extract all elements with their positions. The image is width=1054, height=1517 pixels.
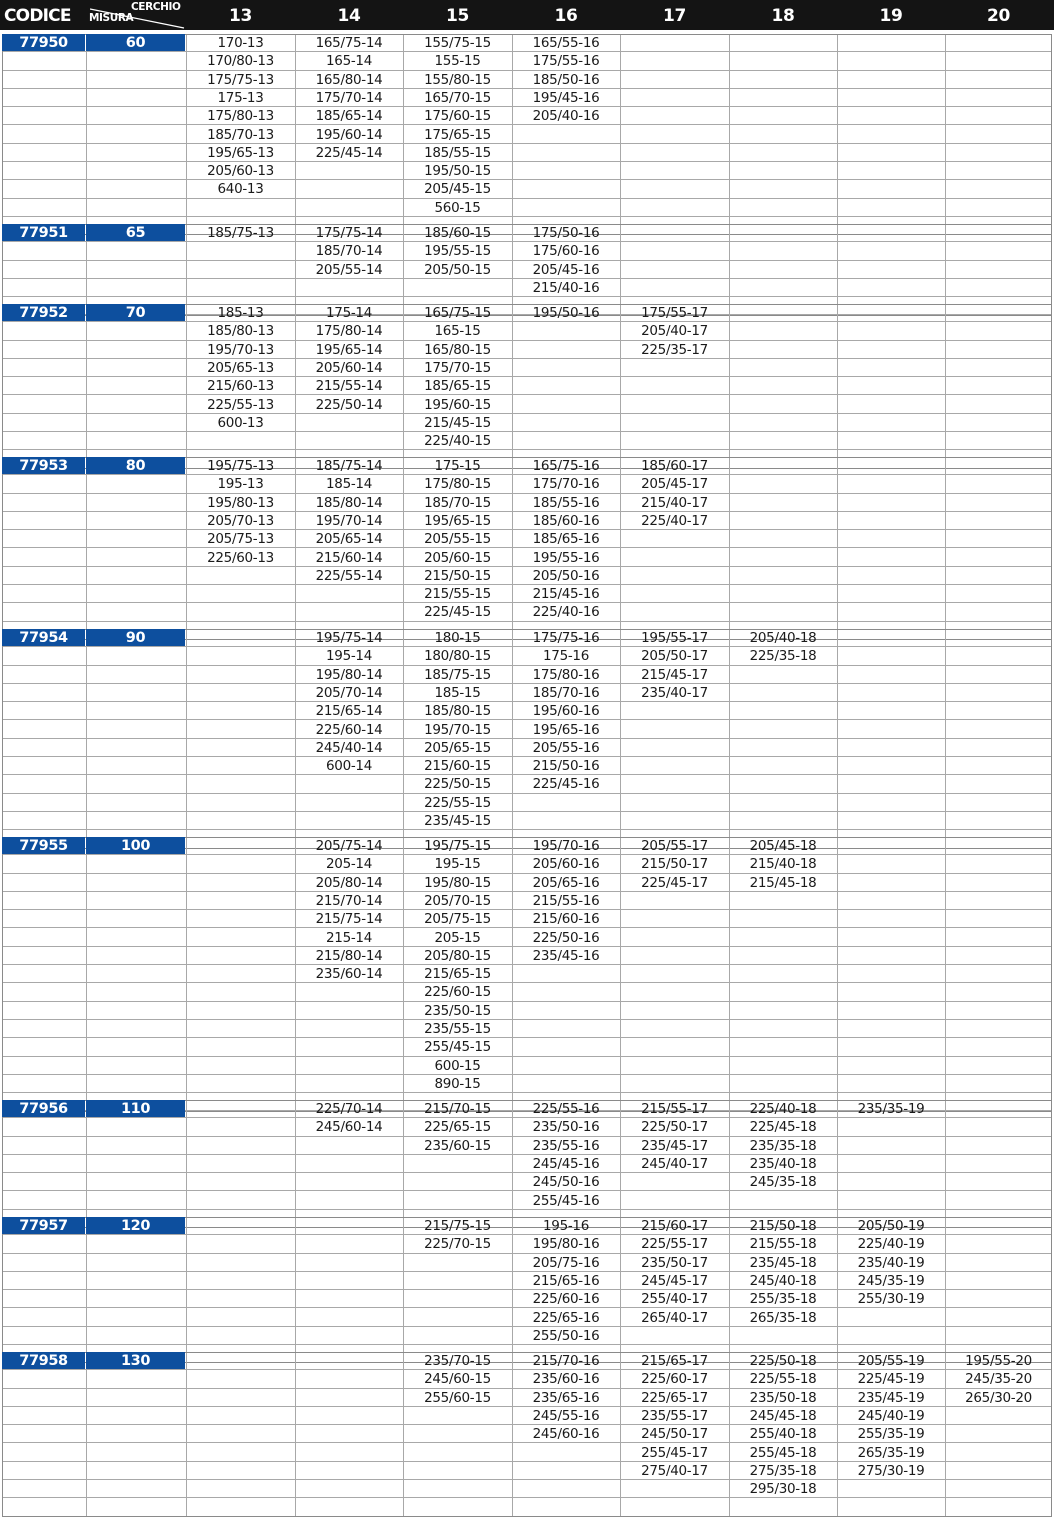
tire-size-cell: 245/50-17 [641,1426,708,1443]
group-77956 [2,1100,1052,1228]
tire-size-cell: 205/40-17 [641,323,708,340]
tire-size-cell: 215/50-15 [424,567,491,584]
product-code: 77954 [2,629,85,646]
tire-size-cell: 215/55-14 [315,378,383,395]
tire-size-cell: 225/70-15 [424,1236,491,1253]
tire-size-cell: 175/80-14 [315,323,383,340]
tire-size-cell: 185/60-17 [641,458,708,474]
tire-size-cell: 235/55-16 [532,1137,600,1154]
tire-size-cell: 235/50-18 [749,1389,817,1406]
tire-size-cell: 185/80-13 [207,323,274,340]
tire-size-cell: 205/60-16 [532,856,600,873]
tire-size-cell: 165/80-15 [424,341,491,358]
tire-size-cell: 180/80-15 [424,648,491,665]
tire-size-cell: 215/60-15 [424,758,491,775]
tire-size-cell: 165/75-14 [315,35,383,51]
tire-size-cell: 215/40-18 [749,856,817,873]
tire-size-cell: 195/55-17 [641,630,708,646]
tire-size-cell: 205/70-14 [315,684,383,701]
header-rim-17: 17 [662,6,687,26]
tire-size-cell: 185/75-15 [424,666,491,683]
tire-size-cell: 215/45-15 [424,414,491,431]
header-rim-18: 18 [771,6,795,26]
tire-size-cell: 275/30-19 [857,1462,925,1479]
tire-size-cell: 235/60-16 [532,1371,600,1388]
tire-size-cell: 195/80-16 [532,1236,600,1253]
tire-size-cell: 185-15 [434,684,481,701]
tire-size-cell: 275/40-17 [641,1462,708,1479]
tire-size-cell: 225/55-17 [641,1236,708,1253]
tire-size-cell: 245/60-15 [424,1371,491,1388]
tire-size-cell: 235/70-15 [424,1353,491,1369]
tire-size-cell: 225/60-16 [532,1291,600,1308]
tire-size-cell: 185/75-13 [207,225,274,241]
tire-size-cell: 175/75-14 [315,225,383,241]
group-77950 [2,34,1052,235]
tire-size-cell: 205/75-16 [532,1254,600,1271]
tire-size-cell: 205/60-13 [207,163,274,180]
header-rim-16: 16 [554,6,578,26]
tire-size-cell: 225/55-13 [207,396,274,413]
tire-size-cell: 205/45-18 [749,838,817,854]
tire-size-cell: 235/65-16 [532,1389,600,1406]
tire-size-cell: 235/60-14 [315,966,383,983]
tire-size-cell: 205/45-15 [424,181,491,198]
tire-size-cell: 255/45-16 [532,1192,600,1209]
tire-size-cell: 195/80-14 [315,666,383,683]
tire-size-cell: 165/70-15 [424,89,491,106]
group-77952 [2,304,1052,469]
tire-size-cell: 295/30-18 [749,1481,817,1498]
product-code: 77952 [2,304,85,321]
tire-size-cell: 265/35-18 [749,1309,817,1326]
tire-size-cell: 245/40-14 [315,739,383,756]
tire-size-cell: 245/40-18 [749,1272,817,1289]
tire-size-cell: 255/50-16 [532,1327,600,1344]
tire-size-cell: 225/55-15 [424,794,491,811]
tire-size-cell: 235/40-18 [749,1155,817,1172]
tire-size-cell: 235/45-17 [641,1137,708,1154]
tire-size-cell: 195-16 [542,1218,590,1234]
header-rim-20: 20 [986,6,1011,26]
tire-size-cell: 215/65-14 [315,703,383,720]
tire-size-cell: 255/60-15 [424,1389,491,1406]
tire-size-cell: 245/35-18 [749,1174,817,1191]
tire-size-cell: 185/80-14 [315,494,383,511]
tire-size-cell: 600-13 [217,414,264,431]
tire-size-cell: 275/35-18 [749,1462,817,1479]
tire-size-cell: 185/70-15 [424,494,491,511]
tire-size-cell: 185/75-14 [315,458,383,474]
tire-size-cell: 175/70-15 [424,359,491,376]
tire-size-cell: 205-15 [434,929,481,946]
tire-size-cell: 245/60-16 [532,1426,600,1443]
tire-size-cell: 195/65-15 [424,512,491,529]
tire-size-cell: 235/50-16 [532,1119,600,1136]
tire-size-cell: 205/50-15 [424,261,491,278]
tire-size-cell: 205/75-15 [424,911,491,928]
tire-size-cell: 225/60-13 [207,549,274,566]
tire-size-cell: 175/65-15 [424,126,491,143]
tire-size-cell: 225/50-16 [532,929,600,946]
tire-size-cell: 225/35-18 [749,648,817,665]
tire-size-cell: 195/55-16 [532,549,600,566]
tire-size-cell: 235/50-17 [641,1254,708,1271]
tire-size-cell: 255/35-19 [857,1426,925,1443]
tire-size-cell: 205/55-15 [424,531,491,548]
tire-size-cell: 225/40-16 [532,604,600,621]
header-cerchio: CERCHIO [131,1,181,13]
product-code: 77955 [2,837,85,854]
tire-size-cell: 225/55-14 [315,567,383,584]
header-misura: MISURA [89,12,134,24]
tire-size-cell: 205/50-16 [532,567,600,584]
tire-size-cell: 225/45-14 [315,144,383,161]
tire-size-cell: 205/65-13 [207,359,274,376]
chain-size: 65 [86,224,185,241]
tire-size-cell: 215/55-18 [749,1236,817,1253]
header-rim-13: 13 [228,6,253,26]
tire-size-cell: 255/45-17 [641,1444,708,1461]
tire-size-cell: 245/35-19 [857,1272,925,1289]
product-code: 77953 [2,457,85,474]
tire-size-cell: 225/60-17 [641,1371,708,1388]
tire-size-cell: 195/45-16 [532,89,600,106]
tire-size-cell: 235/45-16 [532,947,600,964]
tire-size-cell: 205/65-15 [424,739,491,756]
tire-size-cell: 170/80-13 [207,53,274,70]
tire-size-cell: 185-13 [217,305,264,321]
tire-size-cell: 205/80-14 [315,874,383,891]
tire-size-cell: 205/75-14 [315,838,383,854]
tire-size-cell: 205/60-15 [424,549,491,566]
tire-size-cell: 225/50-15 [424,776,491,793]
tire-size-cell: 215/65-16 [532,1272,600,1289]
tire-size-cell: 195/60-16 [532,703,600,720]
tire-size-cell: 185/60-15 [424,225,491,241]
tire-size-cell: 215/50-17 [641,856,708,873]
tire-size-cell: 225/55-18 [749,1371,817,1388]
tire-size-cell: 195-13 [217,476,264,493]
tire-size-cell: 205/45-17 [641,476,708,493]
tire-size-cell: 225/45-17 [641,874,708,891]
tire-size-cell: 175/60-16 [532,243,600,260]
group-border [2,304,1052,469]
tire-size-cell: 225/40-17 [641,512,708,529]
tire-size-cell: 155/80-15 [424,71,491,88]
tire-size-cell: 175/60-15 [424,108,491,125]
tire-size-cell: 185/55-16 [532,494,600,511]
tire-size-cell: 215/40-16 [532,279,600,296]
tire-size-cell: 225/65-16 [532,1309,600,1326]
tire-size-cell: 225/40-15 [424,433,491,450]
tire-size-cell: 195/80-15 [424,874,491,891]
tire-size-cell: 225/45-15 [424,604,491,621]
tire-size-cell: 195-14 [325,648,373,665]
tire-size-cell: 225/45-18 [749,1119,817,1136]
tire-size-cell: 215/50-18 [749,1218,817,1234]
tire-size-cell: 175-13 [217,89,264,106]
tire-size-cell: 225/70-14 [315,1101,383,1117]
tire-size-cell: 185/70-14 [315,243,383,260]
tire-size-cell: 195/60-15 [424,396,491,413]
tire-size-cell: 185/55-15 [424,144,491,161]
tire-size-cell: 175-14 [325,305,373,321]
tire-size-cell: 175/50-16 [532,225,600,241]
tire-size-cell: 180-15 [434,630,481,646]
header-rim-15: 15 [445,6,470,26]
header-rim-19: 19 [879,6,903,26]
tire-size-cell: 640-13 [217,181,264,198]
product-code: 77957 [2,1217,85,1234]
tire-size-cell: 195/65-14 [315,341,383,358]
tire-size-cell: 205/50-17 [641,648,708,665]
tire-size-cell: 235/55-17 [641,1407,708,1424]
tire-size-cell: 165/75-15 [424,305,491,321]
tire-size-cell: 165-14 [325,53,373,70]
tire-size-cell: 165/80-14 [315,71,383,88]
tire-size-cell: 205/55-16 [532,739,600,756]
tire-size-cell: 245/35-20 [965,1371,1032,1388]
tire-size-cell: 235/45-15 [424,813,491,829]
tire-size-cell: 195/55-15 [424,243,491,260]
product-code: 77950 [2,34,85,51]
tire-size-cell: 215/70-15 [424,1101,491,1117]
tire-size-cell: 225/65-17 [641,1389,708,1406]
group-77958 [2,1352,1052,1517]
chain-size: 130 [86,1352,185,1369]
group-77957 [2,1217,1052,1363]
tire-size-cell: 255/45-15 [424,1039,491,1056]
tire-size-cell: 235/35-18 [749,1137,817,1154]
tire-size-cell: 185/65-15 [424,378,491,395]
product-code: 77951 [2,224,85,241]
tire-size-cell: 175/80-16 [532,666,600,683]
tire-size-cell: 215/55-15 [424,586,491,603]
tire-size-cell: 235/50-15 [424,1002,491,1019]
tire-size-cell: 170-13 [217,35,264,51]
tire-size-cell: 165-15 [434,323,481,340]
tire-size-cell: 215/80-14 [315,947,383,964]
tire-size-cell: 225/40-18 [749,1101,817,1117]
tire-size-cell: 265/35-19 [857,1444,925,1461]
tire-size-cell: 215/55-17 [641,1101,708,1117]
tire-size-cell: 215-14 [325,929,373,946]
group-77954 [2,629,1052,849]
tire-size-cell: 185-14 [325,476,373,493]
tire-size-cell: 225/45-19 [857,1371,925,1388]
tire-size-cell: 245/45-18 [749,1407,817,1424]
tire-size-cell: 225/40-19 [857,1236,925,1253]
tire-size-cell: 175/75-16 [532,630,600,646]
tire-size-cell: 245/40-19 [857,1407,925,1424]
tire-size-cell: 175/55-17 [641,305,708,321]
tire-size-cell: 215/60-14 [315,549,383,566]
tire-size-cell: 255/35-18 [749,1291,817,1308]
tire-size-cell: 185/70-16 [532,684,600,701]
tire-size-cell: 195/80-13 [207,494,274,511]
tire-size-cell: 205/65-16 [532,874,600,891]
tire-size-cell: 195-15 [434,856,481,873]
tire-size-cell: 225/50-14 [315,396,383,413]
tire-size-cell: 215/70-14 [315,892,383,909]
tire-size-cell: 225/55-16 [532,1101,600,1117]
tire-size-cell: 255/40-17 [641,1291,708,1308]
tire-size-cell: 600-14 [325,758,373,775]
tire-size-cell: 215/55-16 [532,892,600,909]
tire-size-cell: 215/75-14 [315,911,383,928]
tire-size-cell: 195/70-14 [315,512,383,529]
tire-size-cell: 155/75-15 [424,35,491,51]
tire-size-cell: 560-15 [434,199,481,216]
tire-size-cell: 215/75-15 [424,1218,491,1234]
tire-size-cell: 215/45-18 [749,874,817,891]
tire-size-cell: 165/55-16 [532,35,600,51]
tire-size-cell: 205/55-17 [641,838,708,854]
chain-size: 110 [86,1100,185,1117]
tire-size-cell: 215/60-13 [207,378,274,395]
table-header [0,0,1054,30]
tire-size-cell: 175/75-13 [207,71,274,88]
tire-size-cell: 235/35-19 [857,1101,925,1117]
tire-size-cell: 235/45-19 [857,1389,925,1406]
tire-size-cell: 195/75-14 [315,630,383,646]
tire-size-cell: 205/50-19 [857,1218,925,1234]
tire-size-cell: 225/65-15 [424,1119,491,1136]
tire-size-cell: 205/65-14 [315,531,383,548]
tire-size-cell: 215/40-17 [641,494,708,511]
tire-size-cell: 265/40-17 [641,1309,708,1326]
tire-size-cell: 225/50-18 [749,1353,817,1369]
tire-size-cell: 245/50-16 [532,1174,600,1191]
tire-size-cell: 195/65-13 [207,144,274,161]
chain-size: 120 [86,1217,185,1234]
tire-size-cell: 205/70-13 [207,512,274,529]
tire-size-cell: 245/45-17 [641,1272,708,1289]
tire-size-cell: 185/65-16 [532,531,600,548]
tire-size-cell: 205/70-15 [424,892,491,909]
tire-size-cell: 890-15 [434,1075,481,1092]
tire-size-cell: 215/45-16 [532,586,600,603]
tire-size-cell: 195/70-16 [532,838,600,854]
tire-size-cell: 195/65-16 [532,721,600,738]
tire-size-cell: 155-15 [434,53,481,70]
tire-size-cell: 235/55-15 [424,1021,491,1037]
tire-size-cell: 245/55-16 [532,1407,600,1424]
product-code: 77956 [2,1100,85,1117]
tire-size-cell: 195/70-15 [424,721,491,738]
chain-size: 70 [86,304,185,321]
tire-size-cell: 185/50-16 [532,71,600,88]
tire-size-cell: 205/45-16 [532,261,600,278]
group-77955 [2,837,1052,1112]
tire-size-cell: 185/65-14 [315,108,383,125]
tire-size-cell: 225/35-17 [641,341,708,358]
tire-size-cell: 255/30-19 [857,1291,925,1308]
tire-size-cell: 225/45-16 [532,776,600,793]
tire-size-cell: 175-16 [542,648,590,665]
tire-size-cell: 205/80-15 [424,947,491,964]
tire-size-cell: 185/70-13 [207,126,274,143]
tire-size-cell: 175/80-15 [424,476,491,493]
chain-size: 90 [86,629,185,646]
tire-size-cell: 195/60-14 [315,126,383,143]
tire-size-cell: 205/40-18 [749,630,817,646]
tire-size-cell: 195/50-15 [424,163,491,180]
tire-size-cell: 195/75-15 [424,838,491,854]
chain-size: 60 [86,34,185,51]
tire-size-cell: 215/65-15 [424,966,491,983]
tire-size-cell: 165/75-16 [532,458,600,474]
product-code: 77958 [2,1352,85,1369]
group-77951 [2,224,1052,316]
group-77953 [2,457,1052,640]
tire-size-cell: 195/70-13 [207,341,274,358]
tire-size-cell: 215/50-16 [532,758,600,775]
tire-size-cell: 235/40-19 [857,1254,925,1271]
tire-size-cell: 245/40-17 [641,1155,708,1172]
tire-size-cell: 175-15 [434,458,481,474]
tire-size-cell: 215/70-16 [532,1353,600,1369]
tire-size-cell: 255/40-18 [749,1426,817,1443]
tire-size-cell: 225/60-15 [424,984,491,1001]
tire-size-cell: 205/60-14 [315,359,383,376]
tire-size-cell: 205/55-19 [857,1353,925,1369]
tire-size-cell: 600-15 [434,1057,481,1074]
header-rim-14: 14 [337,6,361,26]
tire-size-cell: 195/50-16 [532,305,600,321]
tire-size-cell: 185/80-15 [424,703,491,720]
tire-size-cell: 265/30-20 [965,1389,1032,1406]
tire-size-cell: 175/70-16 [532,476,600,493]
chain-size: 100 [86,837,185,854]
tire-size-cell: 175/70-14 [315,89,383,106]
tire-size-cell: 185/60-16 [532,512,600,529]
tire-size-cell: 205/75-13 [207,531,274,548]
tire-size-cell: 245/45-16 [532,1155,600,1172]
tire-size-cell: 175/55-16 [532,53,600,70]
tire-size-cell: 205/40-16 [532,108,600,125]
tire-size-cell: 225/60-14 [315,721,383,738]
tire-size-cell: 205/55-14 [315,261,383,278]
tire-size-cell: 255/45-18 [749,1444,817,1461]
tire-size-cell: 245/60-14 [315,1119,383,1136]
tire-size-cell: 215/45-17 [641,666,708,683]
tire-size-cell: 175/80-13 [207,108,274,125]
tire-size-cell: 235/60-15 [424,1137,491,1154]
tire-size-cell: 215/60-17 [641,1218,708,1234]
header-codice: CODICE [4,6,71,26]
tire-size-cell: 215/65-17 [641,1353,708,1369]
tire-size-cell: 195/75-13 [207,458,274,474]
tire-size-cell: 235/45-18 [749,1254,817,1271]
tire-size-cell: 205-14 [325,856,373,873]
chain-size: 80 [86,457,185,474]
tire-size-cell: 195/55-20 [965,1353,1032,1369]
tire-size-cell: 235/40-17 [641,684,708,701]
tire-size-cell: 225/50-17 [641,1119,708,1136]
tire-size-cell: 215/60-16 [532,911,600,928]
